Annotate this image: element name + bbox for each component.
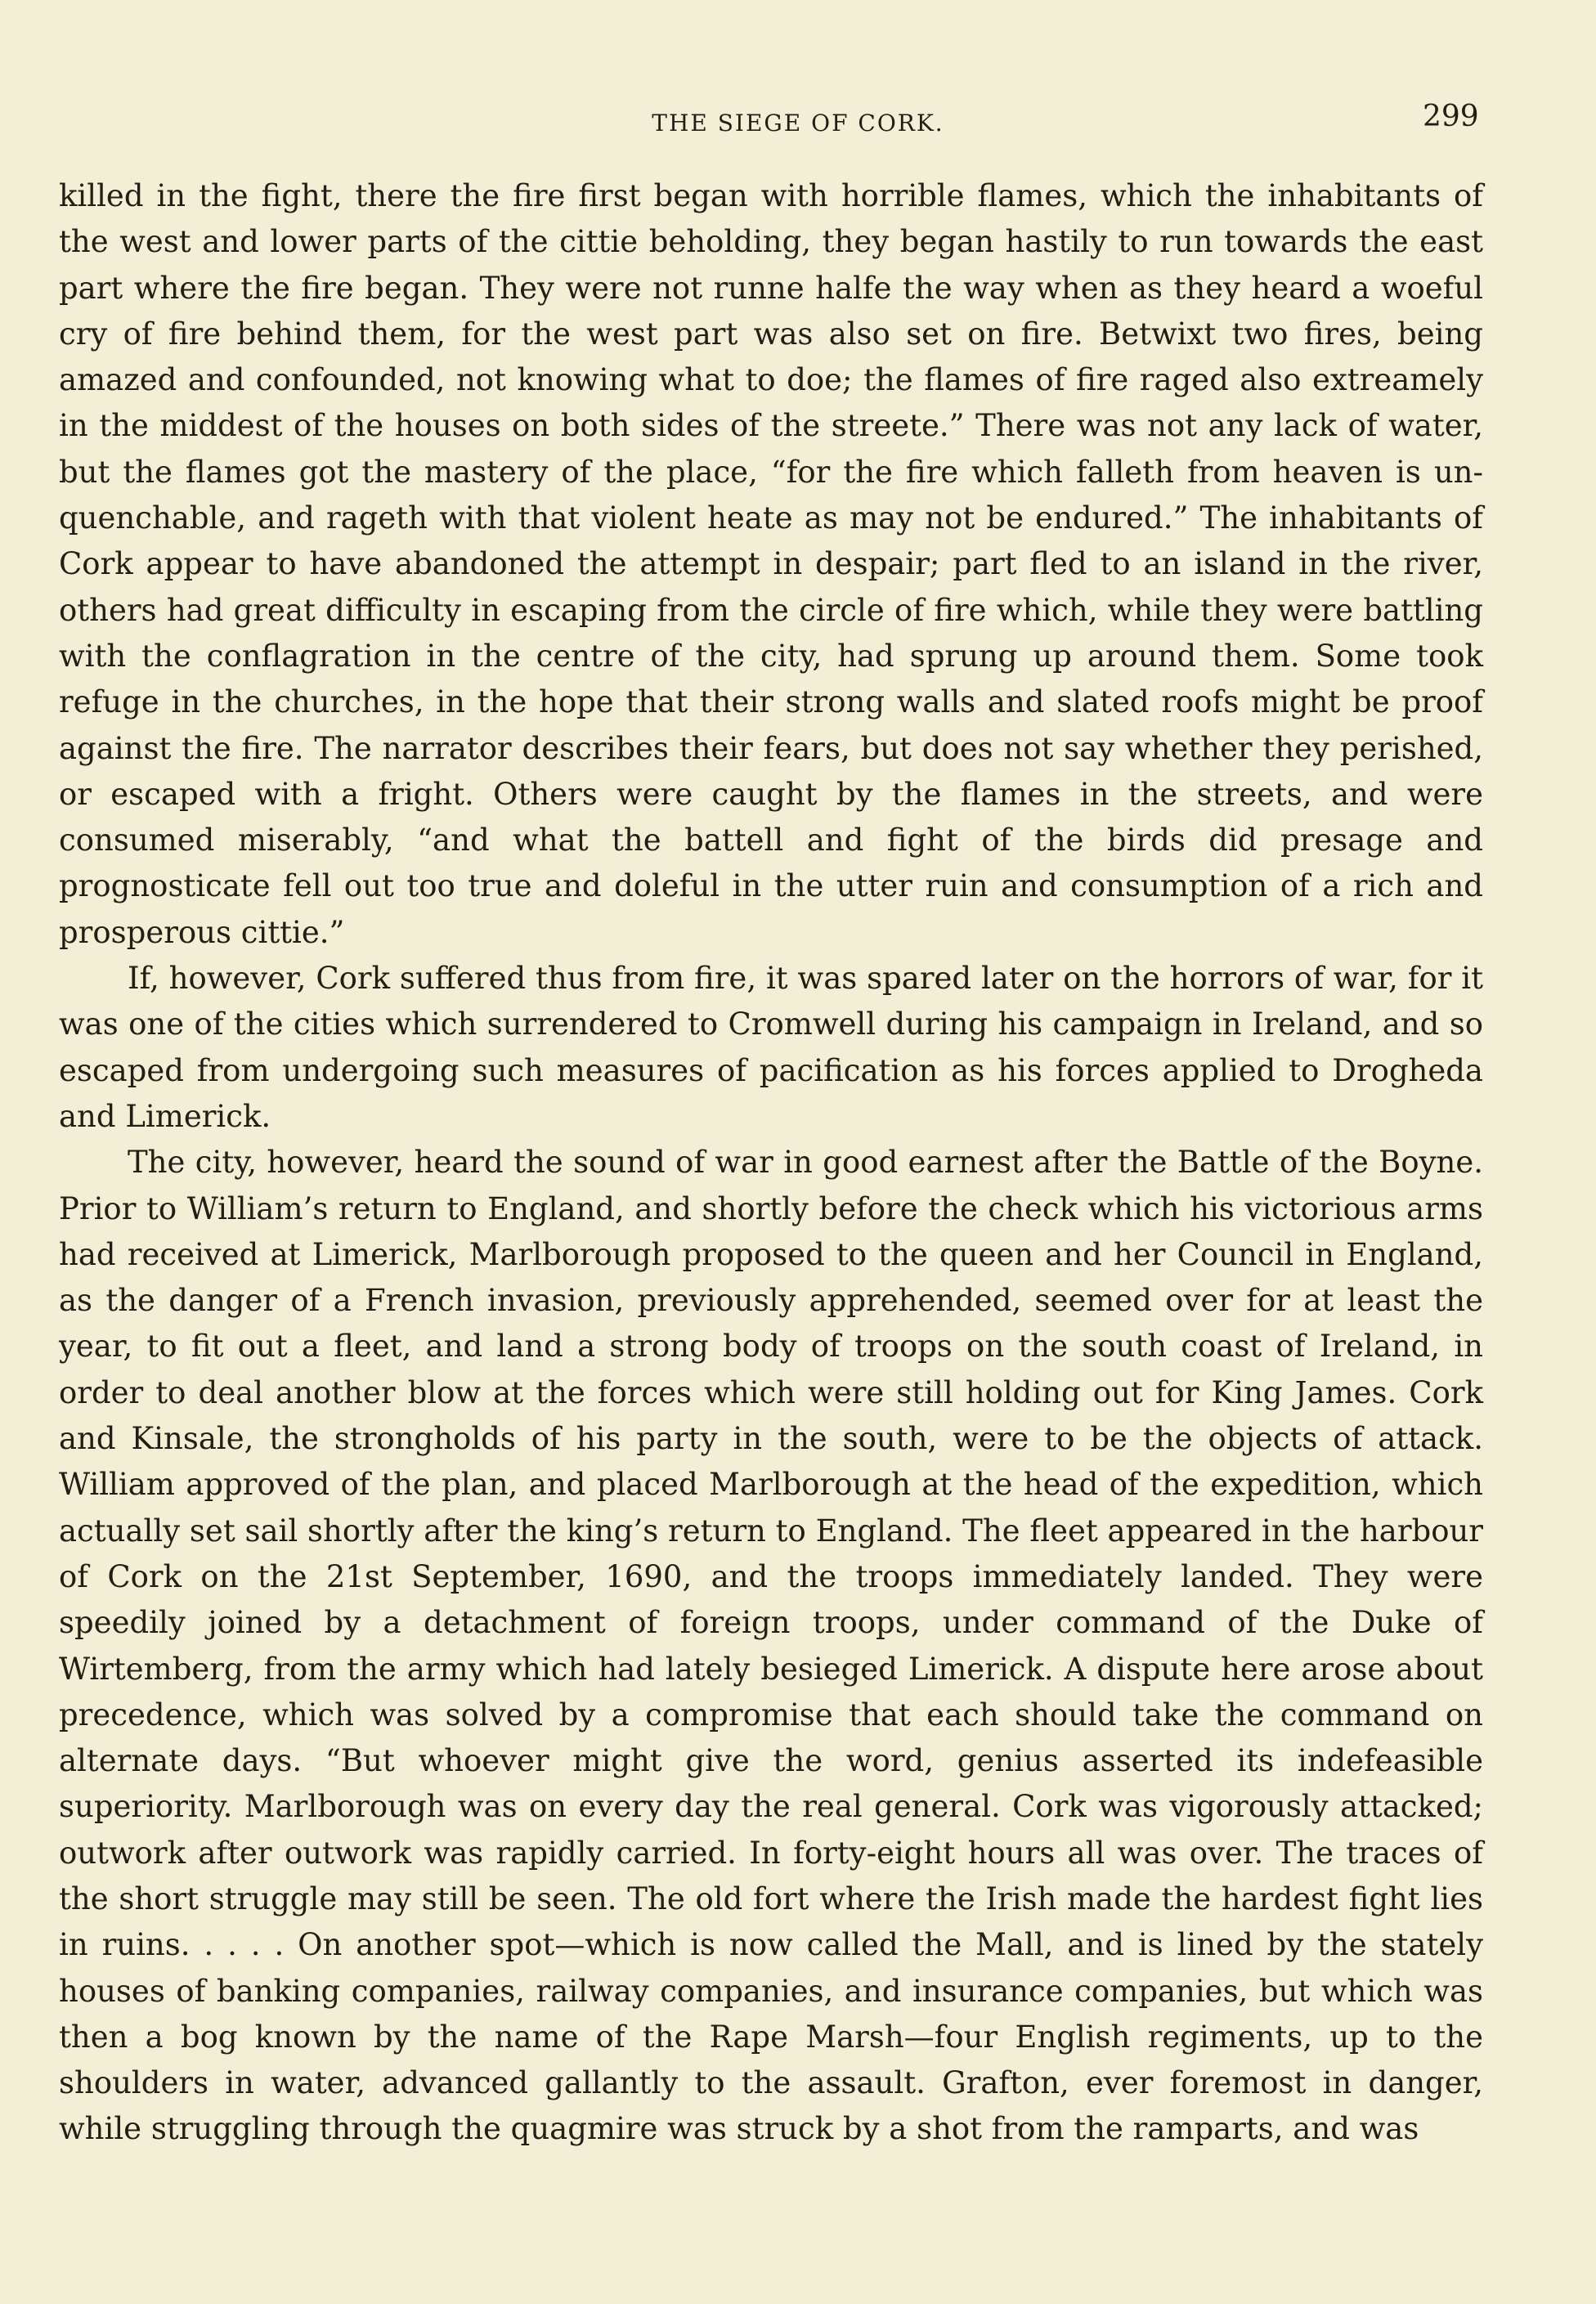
running-header [0,100,1596,144]
paragraph-siege: The city, however, heard the sound of war in good earnest after the Battle of the Boyne. Prior to William’s return to England, and shortly before the check which his victorious arms had received at Limerick, Marlborough proposed to the queen and her Council in England, as the danger of a French invasion, previously apprehended, seemed over for at least the year, to fit out a fleet, and land a strong body of troops on the south coast of Ireland, in order to deal another blow at the forces which were still holding out for King James. Cork and Kinsale, the strongholds of his party in the south, were to be the objects of attack. William approved of the plan, and placed Marlborough at the head of the expedition, which actually set sail shortly after the king’s return to England. The fleet appeared in the harbour of Cork on the 21st September, 1690, and the troops immediately landed. They were speedily joined by a detachment of foreign troops, under command of the Duke of Wirtemberg, from the army which had lately besieged Limerick. A dispute here arose about precedence, which was solved by a compromise that each should take the command on alternate days. “But whoever might give the word, genius asserted its indefeasible superiority. Marlborough was on every day the real general. Cork was vigorously attacked; outwork after outwork was rapidly carried. In forty-eight hours all was over. The traces of the short struggle may still be seen. The old fort where the Irish made the hardest fight lies in ruins. . . . . On another spot—which is now called the Mall, and is lined by the stately houses of banking companies, railway companies, and insurance companies, but which was then a bog known by the name of the Rape Marsh—four English regiments, up to the shoulders in water, advanced gallantly to the assault. Grafton, ever foremost in danger, while struggling through the quagmire was struck by a shot from the ramparts, and was [59,1145,1483,2147]
paragraph-fire-account: killed in the fight, there the fire first began with horrible flames, which the inhabitants of the west and lower parts of the cittie beholding, they began hastily to run towards the east part where the fire began. They were not runne halfe the way when as they heard a woeful cry of fire behind them, for the west part was also set on fire. Betwixt two fires, being amazed and confounded, not knowing what to doe; the flames of fire raged also extreamely in the middest of the houses on both sides of the streete.” There was not any lack of water, but the flames got the mastery of the place, “for the fire which falleth from heaven is unquenchable, and rageth with that violent heate as may not be endured.” The inhabitants of Cork appear to have abandoned the attempt in despair; part fled to an island in the river, others had great difficulty in escaping from the circle of fire which, while they were battling with the conflagration in the centre of the city, had sprung up around them. Some took refuge in the churches, in the hope that their strong walls and slated roofs might be proof against the fire. The narrator describes their fears, but does not say whether they perished, or escaped with a fright. Others were caught by the flames in the streets, and were consumed miserably, “and what the battell and fight of the birds did presage and prognosticate fell out too true and doleful in the utter ruin and consumption of a rich and prosperous cittie.” [59,178,1483,950]
running-title: THE SIEGE OF CORK. [652,110,944,137]
paragraph-cromwell: If, however, Cork suffered thus from fire, it was spared later on the horrors of war, for it was one of the cities which surrendered to Cromwell during his campaign in Ireland, and so escaped from undergoing such measures of pacification as his forces applied to Drogheda and Limerick. [59,961,1483,1134]
page-number: 299 [1423,100,1479,133]
body-text [59,173,1483,2153]
